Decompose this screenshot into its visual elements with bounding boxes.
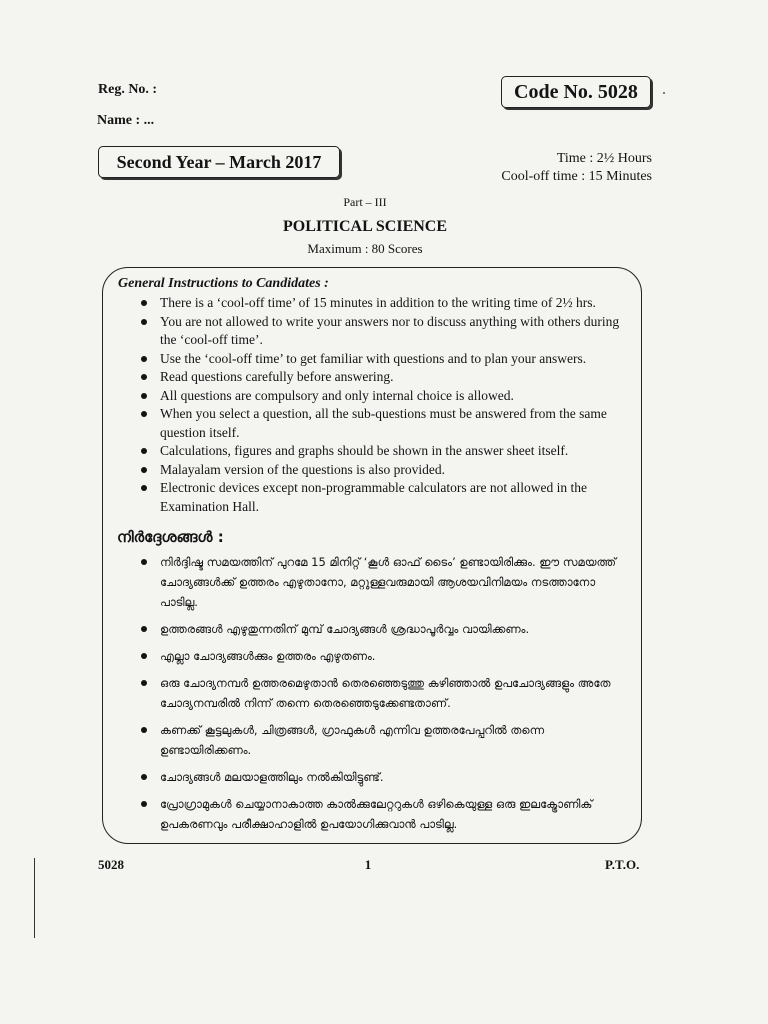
scan-speck xyxy=(663,92,665,94)
pto-label: P.T.O. xyxy=(605,857,640,872)
instruction-item: Use the ‘cool-off time’ to get familiar with questions and to plan your answers. xyxy=(140,350,630,369)
malayalam-item: എല്ലാ ചോദ്യങ്ങൾക്കും ഉത്തരം എഴുതണം. xyxy=(140,646,630,666)
instruction-item: When you select a question, all the sub-questions must be answered from the same question itself. xyxy=(140,405,630,442)
maximum-scores: Maximum : 80 Scores xyxy=(307,241,423,256)
instruction-item: All questions are compulsory and only internal choice is allowed. xyxy=(140,387,630,406)
english-instructions-list xyxy=(140,294,630,516)
instruction-item: Malayalam version of the questions is also provided. xyxy=(140,461,630,480)
malayalam-item: ചോദ്യങ്ങൾ മലയാളത്തിലും നൽകിയിട്ടുണ്ട്. xyxy=(140,767,630,787)
reg-no-label: Reg. No. : xyxy=(98,82,158,97)
instruction-item: Calculations, figures and graphs should be shown in the answer sheet itself. xyxy=(140,442,630,461)
instruction-item: Electronic devices except non-programmable calculators are not allowed in the Examination Hall. xyxy=(140,479,630,516)
malayalam-item: പ്രോഗ്രാമുകൾ ചെയ്യാനാകാത്ത കാൽക്കുലേറ്ററുകൾ ഒഴികെയുള്ള ഒരു ഇലക്ട്രോണിക് ഉപകരണവും പരീക്ഷാഹാളിൽ ഉപയോഗിക്കുവാൻ പാടില്ല. xyxy=(140,794,630,834)
exam-session-box: Second Year – March 2017 xyxy=(98,146,340,178)
time-allowed: Time : 2½ Hours xyxy=(556,151,652,166)
instruction-item: You are not allowed to write your answers nor to discuss anything with others during the ‘cool-off time’. xyxy=(140,313,630,350)
instruction-item: There is a ‘cool-off time’ of 15 minutes in addition to the writing time of 2½ hrs. xyxy=(140,294,630,313)
scan-artifact-line xyxy=(34,858,35,938)
instruction-item: Read questions carefully before answering. xyxy=(140,368,630,387)
malayalam-heading: നിർദ്ദേശങ്ങൾ : xyxy=(117,528,224,546)
malayalam-item: ഒരു ചോദ്യനമ്പർ ഉത്തരമെഴുതാൻ തെരഞ്ഞെടുത്തു കഴിഞ്ഞാൽ ഉപചോദ്യങ്ങളും അതേ ചോദ്യനമ്പരിൽ നിന്ന് തന്നെ തെരഞ്ഞെടുക്കേണ്ടതാണ്. xyxy=(140,673,630,713)
subject-title: POLITICAL SCIENCE xyxy=(282,218,448,235)
time-info xyxy=(501,150,652,186)
malayalam-item: ഉത്തരങ്ങൾ എഴുതുന്നതിന് മുമ്പ് ചോദ്യങ്ങൾ ശ്രദ്ധാപൂർവ്വം വായിക്കണം. xyxy=(140,619,630,639)
footer-code: 5028 xyxy=(98,857,124,872)
malayalam-item: നിർദ്ദിഷ്ട സമയത്തിന് പുറമേ 15 മിനിറ്റ് ‘കൂൾ ഓഫ് ടൈം’ ഉണ്ടായിരിക്കും. ഈ സമയത്ത് ചോദ്യങ്ങൾക്ക് ഉത്തരം എഴുതാനോ, മറ്റുള്ളവരുമായി ആശയവിനിമയം നടത്താനോ പാടില്ല. xyxy=(140,552,630,612)
cool-off-time: Cool-off time : 15 Minutes xyxy=(501,169,652,184)
instructions-heading: General Instructions to Candidates : xyxy=(118,276,329,291)
malayalam-instructions-list xyxy=(140,552,630,841)
page-number: 1 xyxy=(364,857,372,872)
malayalam-item: കണക്ക് കൂട്ടലുകൾ, ചിത്രങ്ങൾ, ഗ്രാഫുകൾ എന്നിവ ഉത്തരപേപ്പറിൽ തന്നെ ഉണ്ടായിരിക്കണം. xyxy=(140,720,630,760)
part-label: Part – III xyxy=(343,195,387,209)
code-number-box: Code No. 5028 xyxy=(501,76,651,108)
name-label: Name : ... xyxy=(97,113,155,128)
